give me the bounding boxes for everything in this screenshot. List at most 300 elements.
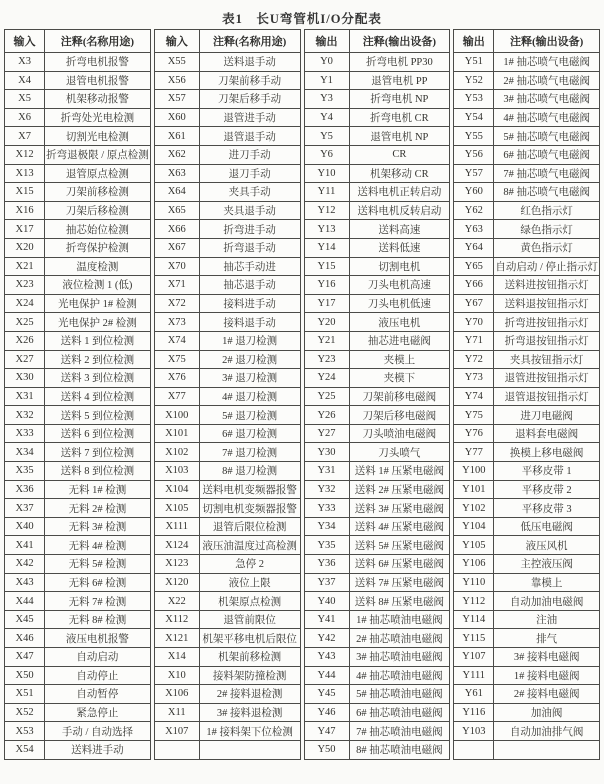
io-row — [304, 666, 450, 685]
io-code-cell: X41 — [5, 536, 45, 555]
io-desc-cell: 5# 抽芯喷气电磁阀 — [494, 127, 600, 146]
io-desc-cell: 红色指示灯 — [494, 201, 600, 220]
io-row — [304, 108, 450, 127]
io-row — [304, 294, 450, 313]
io-desc-cell: 送料 2 到位检测 — [45, 350, 151, 369]
io-code-cell: X66 — [154, 220, 199, 239]
io-desc-cell: 退管电机 NP — [349, 127, 450, 146]
io-code-cell: X51 — [5, 685, 45, 704]
io-row — [454, 703, 600, 722]
column-header: 输入 — [154, 30, 199, 53]
io-code-cell: X32 — [5, 406, 45, 425]
io-desc-cell: 折弯进手动 — [199, 220, 300, 239]
header-row — [154, 30, 300, 53]
io-desc-cell: 绿色指示灯 — [494, 220, 600, 239]
io-desc-cell: 机架原点检测 — [199, 592, 300, 611]
io-code-cell: Y32 — [304, 480, 349, 499]
io-desc-cell: 送料 5 到位检测 — [45, 406, 151, 425]
io-desc-cell: 平移皮带 2 — [494, 480, 600, 499]
io-desc-cell: 退管退按钮指示灯 — [494, 387, 600, 406]
io-desc-cell: 送料 2# 压紧电磁阀 — [349, 480, 450, 499]
io-desc-cell: 2# 退刀检测 — [199, 350, 300, 369]
io-desc-cell: 刀架前移手动 — [199, 71, 300, 90]
io-code-cell: X31 — [5, 387, 45, 406]
io-desc-cell: 送料退手动 — [199, 53, 300, 72]
io-row — [454, 238, 600, 257]
io-code-cell: X57 — [154, 90, 199, 109]
io-row — [5, 443, 151, 462]
io-code-cell: Y11 — [304, 183, 349, 202]
io-code-cell: Y3 — [304, 90, 349, 109]
io-code-cell: Y72 — [454, 350, 494, 369]
io-row — [5, 536, 151, 555]
io-desc-cell: 3# 退刀检测 — [199, 369, 300, 388]
io-code-cell: X65 — [154, 201, 199, 220]
io-code-cell: Y45 — [304, 685, 349, 704]
io-row — [454, 685, 600, 704]
io-code-cell: Y0 — [304, 53, 349, 72]
io-code-cell: Y40 — [304, 592, 349, 611]
page-title: 表1 长U弯管机I/O分配表 — [222, 12, 382, 26]
io-row — [304, 499, 450, 518]
io-row — [5, 257, 151, 276]
io-desc-cell: 6# 抽芯喷油电磁阀 — [349, 703, 450, 722]
io-row — [454, 350, 600, 369]
io-desc-cell: 送料 8 到位检测 — [45, 462, 151, 481]
io-desc-cell: 光电保护 1# 检测 — [45, 294, 151, 313]
io-row — [5, 350, 151, 369]
io-code-cell: Y102 — [454, 499, 494, 518]
io-code-cell: X120 — [154, 573, 199, 592]
io-row — [454, 499, 600, 518]
io-row — [5, 703, 151, 722]
io-desc-cell: 急停 2 — [199, 555, 300, 574]
io-code-cell: X30 — [5, 369, 45, 388]
io-row — [5, 108, 151, 127]
io-desc-cell: 3# 接料电磁阀 — [494, 648, 600, 667]
io-row — [154, 722, 300, 741]
io-row — [304, 480, 450, 499]
io-row — [304, 71, 450, 90]
io-row — [154, 369, 300, 388]
io-row — [304, 183, 450, 202]
io-code-cell: Y103 — [454, 722, 494, 741]
io-desc-cell: 光电保护 2# 检测 — [45, 313, 151, 332]
io-desc-cell: 4# 抽芯喷气电磁阀 — [494, 108, 600, 127]
io-desc-cell: 自动启动 — [45, 648, 151, 667]
io-code-cell: X12 — [5, 145, 45, 164]
io-desc-cell: CR — [349, 145, 450, 164]
io-code-cell: X15 — [5, 183, 45, 202]
io-desc-cell: 液位检测 1 (低) — [45, 276, 151, 295]
io-row — [304, 127, 450, 146]
io-row — [5, 648, 151, 667]
io-code-cell: Y56 — [454, 145, 494, 164]
io-code-cell: Y20 — [304, 313, 349, 332]
io-code-cell: Y46 — [304, 703, 349, 722]
io-code-cell: Y61 — [454, 685, 494, 704]
io-row — [5, 53, 151, 72]
io-row — [5, 685, 151, 704]
io-row — [5, 517, 151, 536]
io-row — [5, 387, 151, 406]
io-row — [154, 424, 300, 443]
io-code-cell: X54 — [5, 740, 45, 759]
io-row — [154, 90, 300, 109]
io-code-cell: Y5 — [304, 127, 349, 146]
io-row — [454, 517, 600, 536]
io-code-cell: Y101 — [454, 480, 494, 499]
io-desc-cell: 8# 抽芯喷油电磁阀 — [349, 740, 450, 759]
io-code-cell: Y50 — [304, 740, 349, 759]
io-code-cell: X47 — [5, 648, 45, 667]
column-header: 输入 — [5, 30, 45, 53]
io-code-cell: X43 — [5, 573, 45, 592]
io-desc-cell: 抽芯手动进 — [199, 257, 300, 276]
io-row — [5, 294, 151, 313]
io-row — [304, 555, 450, 574]
io-row — [154, 331, 300, 350]
io-row — [304, 648, 450, 667]
io-desc-cell: 退管电机 PP — [349, 71, 450, 90]
io-row — [304, 722, 450, 741]
io-row — [5, 220, 151, 239]
io-desc-cell: 无料 4# 检测 — [45, 536, 151, 555]
io-code-cell: Y25 — [304, 387, 349, 406]
io-row — [454, 90, 600, 109]
io-code-cell: X61 — [154, 127, 199, 146]
io-code-cell: X22 — [154, 592, 199, 611]
io-row — [454, 387, 600, 406]
io-row — [304, 610, 450, 629]
io-row — [5, 629, 151, 648]
io-row — [454, 201, 600, 220]
io-desc-cell: 刀架后移手动 — [199, 90, 300, 109]
io-row — [304, 350, 450, 369]
io-code-cell: X24 — [5, 294, 45, 313]
io-row — [154, 220, 300, 239]
io-desc-cell: 退管退手动 — [199, 127, 300, 146]
io-desc-cell: 换模上移电磁阀 — [494, 443, 600, 462]
io-row — [154, 71, 300, 90]
io-desc-cell: 7# 抽芯喷气电磁阀 — [494, 164, 600, 183]
io-code-cell: Y54 — [454, 108, 494, 127]
io-code-cell: Y35 — [304, 536, 349, 555]
io-row — [154, 127, 300, 146]
io-desc-cell — [494, 740, 600, 759]
io-desc-cell: 折弯退手动 — [199, 238, 300, 257]
header-row — [454, 30, 600, 53]
io-code-cell: Y24 — [304, 369, 349, 388]
io-code-cell: X60 — [154, 108, 199, 127]
io-row — [454, 108, 600, 127]
io-code-cell: X112 — [154, 610, 199, 629]
io-code-cell: Y1 — [304, 71, 349, 90]
io-code-cell: X111 — [154, 517, 199, 536]
io-code-cell: X104 — [154, 480, 199, 499]
io-code-cell: Y34 — [304, 517, 349, 536]
io-row — [454, 276, 600, 295]
io-code-cell: Y42 — [304, 629, 349, 648]
io-row — [5, 183, 151, 202]
io-row — [154, 108, 300, 127]
io-row — [154, 629, 300, 648]
io-row — [304, 145, 450, 164]
io-row — [5, 164, 151, 183]
io-desc-cell: 送料 1 到位检测 — [45, 331, 151, 350]
io-code-cell: Y67 — [454, 294, 494, 313]
io-desc-cell: 送料 5# 压紧电磁阀 — [349, 536, 450, 555]
io-row — [154, 53, 300, 72]
io-desc-cell: 夹模下 — [349, 369, 450, 388]
io-code-cell: X102 — [154, 443, 199, 462]
io-desc-cell: 折弯退按钮指示灯 — [494, 331, 600, 350]
io-code-cell: X107 — [154, 722, 199, 741]
io-row — [154, 666, 300, 685]
io-desc-cell: 机架移动 CR — [349, 164, 450, 183]
io-code-cell: Y110 — [454, 573, 494, 592]
io-desc-cell: 低压电磁阀 — [494, 517, 600, 536]
io-desc-cell: 折弯退极限 / 原点检测 — [45, 145, 151, 164]
column-header: 注释(名称用途) — [199, 30, 300, 53]
io-desc-cell: 液压油温度过高检测 — [199, 536, 300, 555]
io-row — [454, 536, 600, 555]
io-code-cell: Y114 — [454, 610, 494, 629]
io-desc-cell: 退管后限位检测 — [199, 517, 300, 536]
io-desc-cell: 接料架防撞检测 — [199, 666, 300, 685]
io-row — [454, 722, 600, 741]
io-code-cell: Y41 — [304, 610, 349, 629]
io-row — [5, 127, 151, 146]
io-desc-cell: 加油阀 — [494, 703, 600, 722]
io-code-cell: Y30 — [304, 443, 349, 462]
io-code-cell: X21 — [5, 257, 45, 276]
io-desc-cell: 夹具按钮指示灯 — [494, 350, 600, 369]
io-desc-cell: 无料 3# 检测 — [45, 517, 151, 536]
io-row — [5, 740, 151, 759]
io-row — [454, 573, 600, 592]
io-desc-cell: 1# 抽芯喷气电磁阀 — [494, 53, 600, 72]
io-desc-cell: 抽芯始位检测 — [45, 220, 151, 239]
io-desc-cell: 2# 接料退检测 — [199, 685, 300, 704]
io-desc-cell: 退管进手动 — [199, 108, 300, 127]
io-row — [5, 424, 151, 443]
io-desc-cell: 切割光电检测 — [45, 127, 151, 146]
io-code-cell — [154, 740, 199, 759]
io-row — [154, 685, 300, 704]
io-code-cell: X72 — [154, 294, 199, 313]
io-row — [454, 424, 600, 443]
column-header: 注释(名称用途) — [45, 30, 151, 53]
io-row — [454, 71, 600, 90]
io-code-cell: Y76 — [454, 424, 494, 443]
io-desc-cell: 1# 接料电磁阀 — [494, 666, 600, 685]
io-code-cell: X45 — [5, 610, 45, 629]
io-code-cell: Y77 — [454, 443, 494, 462]
io-code-cell: X20 — [5, 238, 45, 257]
header-row — [304, 30, 450, 53]
io-code-cell: X36 — [5, 480, 45, 499]
io-code-cell: X25 — [5, 313, 45, 332]
io-code-cell: X76 — [154, 369, 199, 388]
io-desc-cell: 送料 3 到位检测 — [45, 369, 151, 388]
io-desc-cell: 退管前限位 — [199, 610, 300, 629]
io-desc-cell: 无料 8# 检测 — [45, 610, 151, 629]
io-code-cell: Y75 — [454, 406, 494, 425]
io-row — [154, 313, 300, 332]
io-desc-cell: 抽芯退手动 — [199, 276, 300, 295]
io-desc-cell: 8# 退刀检测 — [199, 462, 300, 481]
io-row — [154, 555, 300, 574]
io-desc-cell: 5# 抽芯喷油电磁阀 — [349, 685, 450, 704]
io-desc-cell: 4# 抽芯喷油电磁阀 — [349, 666, 450, 685]
io-table-inputs-2 — [154, 29, 301, 760]
io-desc-cell: 刀架前移电磁阀 — [349, 387, 450, 406]
io-desc-cell: 送料 8# 压紧电磁阀 — [349, 592, 450, 611]
io-desc-cell: 送料高速 — [349, 220, 450, 239]
io-desc-cell: 无料 7# 检测 — [45, 592, 151, 611]
io-code-cell: Y111 — [454, 666, 494, 685]
io-row — [5, 592, 151, 611]
io-desc-cell: 刀头电机低速 — [349, 294, 450, 313]
io-desc-cell: 折弯保护检测 — [45, 238, 151, 257]
io-desc-cell: 3# 抽芯喷气电磁阀 — [494, 90, 600, 109]
io-desc-cell: 平移皮带 3 — [494, 499, 600, 518]
io-row — [5, 71, 151, 90]
io-desc-cell: 接料进手动 — [199, 294, 300, 313]
io-code-cell: Y37 — [304, 573, 349, 592]
io-row — [454, 369, 600, 388]
io-code-cell: Y27 — [304, 424, 349, 443]
io-code-cell: X105 — [154, 499, 199, 518]
io-row — [304, 406, 450, 425]
io-desc-cell: 送料 7# 压紧电磁阀 — [349, 573, 450, 592]
io-row — [454, 164, 600, 183]
io-desc-cell: 送料 4 到位检测 — [45, 387, 151, 406]
io-code-cell: X121 — [154, 629, 199, 648]
io-row — [5, 313, 151, 332]
io-desc-cell: 送料 6# 压紧电磁阀 — [349, 555, 450, 574]
io-row — [454, 145, 600, 164]
io-code-cell: Y47 — [304, 722, 349, 741]
io-desc-cell: 送料进按钮指示灯 — [494, 276, 600, 295]
io-desc-cell: 6# 退刀检测 — [199, 424, 300, 443]
io-desc-cell: 注油 — [494, 610, 600, 629]
io-desc-cell: 夹模上 — [349, 350, 450, 369]
io-row — [154, 201, 300, 220]
io-desc-cell: 刀头电机高速 — [349, 276, 450, 295]
io-desc-cell: 刀头喷气 — [349, 443, 450, 462]
io-row — [454, 331, 600, 350]
io-desc-cell: 送料电机正转启动 — [349, 183, 450, 202]
io-row — [154, 462, 300, 481]
io-code-cell: X33 — [5, 424, 45, 443]
io-code-cell: X27 — [5, 350, 45, 369]
io-row — [454, 555, 600, 574]
io-desc-cell: 液位上限 — [199, 573, 300, 592]
io-desc-cell: 自动加油电磁阀 — [494, 592, 600, 611]
io-row — [5, 610, 151, 629]
io-desc-cell: 送料 7 到位检测 — [45, 443, 151, 462]
io-desc-cell: 自动停止 — [45, 666, 151, 685]
io-code-cell: Y31 — [304, 462, 349, 481]
io-code-cell: X14 — [154, 648, 199, 667]
io-table-outputs-1 — [304, 29, 451, 760]
io-code-cell: Y17 — [304, 294, 349, 313]
io-row — [5, 201, 151, 220]
io-row — [154, 294, 300, 313]
io-row — [304, 517, 450, 536]
io-code-cell: X23 — [5, 276, 45, 295]
io-desc-cell: 折弯电机 PP30 — [349, 53, 450, 72]
io-desc-cell: 靠模上 — [494, 573, 600, 592]
io-desc-cell: 2# 抽芯喷油电磁阀 — [349, 629, 450, 648]
io-row — [5, 276, 151, 295]
io-desc-cell: 2# 抽芯喷气电磁阀 — [494, 71, 600, 90]
io-code-cell: Y62 — [454, 201, 494, 220]
io-desc-cell: 7# 退刀检测 — [199, 443, 300, 462]
io-desc-cell: 退管进按钮指示灯 — [494, 369, 600, 388]
io-code-cell: X11 — [154, 703, 199, 722]
io-desc-cell: 切割电机变频器报警 — [199, 499, 300, 518]
io-code-cell: X10 — [154, 666, 199, 685]
io-row — [154, 164, 300, 183]
io-row — [304, 90, 450, 109]
io-desc-cell: 进刀手动 — [199, 145, 300, 164]
io-desc-cell: 无料 1# 检测 — [45, 480, 151, 499]
io-code-cell: Y105 — [454, 536, 494, 555]
io-desc-cell: 自动暂停 — [45, 685, 151, 704]
io-code-cell: Y16 — [304, 276, 349, 295]
io-desc-cell: 黄色指示灯 — [494, 238, 600, 257]
io-row — [304, 164, 450, 183]
io-desc-cell: 温度检测 — [45, 257, 151, 276]
io-code-cell: X50 — [5, 666, 45, 685]
io-code-cell: X5 — [5, 90, 45, 109]
io-row — [304, 369, 450, 388]
io-desc-cell: 液压风机 — [494, 536, 600, 555]
io-desc-cell: 送料 3# 压紧电磁阀 — [349, 499, 450, 518]
io-desc-cell: 3# 抽芯喷油电磁阀 — [349, 648, 450, 667]
io-row — [304, 443, 450, 462]
io-desc-cell: 送料电机反转启动 — [349, 201, 450, 220]
io-row — [5, 499, 151, 518]
io-row — [304, 592, 450, 611]
io-code-cell: Y55 — [454, 127, 494, 146]
io-code-cell: X7 — [5, 127, 45, 146]
io-desc-cell: 液压电机报警 — [45, 629, 151, 648]
io-desc-cell: 1# 抽芯喷油电磁阀 — [349, 610, 450, 629]
io-row — [154, 387, 300, 406]
io-code-cell: Y10 — [304, 164, 349, 183]
io-code-cell: X40 — [5, 517, 45, 536]
io-code-cell: X103 — [154, 462, 199, 481]
io-row — [154, 238, 300, 257]
io-row — [154, 740, 300, 759]
io-desc-cell: 退刀手动 — [199, 164, 300, 183]
io-row — [454, 406, 600, 425]
io-row — [5, 666, 151, 685]
io-desc-cell: 机架平移电机后限位 — [199, 629, 300, 648]
io-desc-cell: 2# 接料电磁阀 — [494, 685, 600, 704]
io-desc-cell: 无料 2# 检测 — [45, 499, 151, 518]
io-row — [304, 462, 450, 481]
io-row — [304, 276, 450, 295]
io-desc-cell: 折弯进按钮指示灯 — [494, 313, 600, 332]
io-row — [454, 610, 600, 629]
io-code-cell: Y13 — [304, 220, 349, 239]
io-row — [154, 276, 300, 295]
